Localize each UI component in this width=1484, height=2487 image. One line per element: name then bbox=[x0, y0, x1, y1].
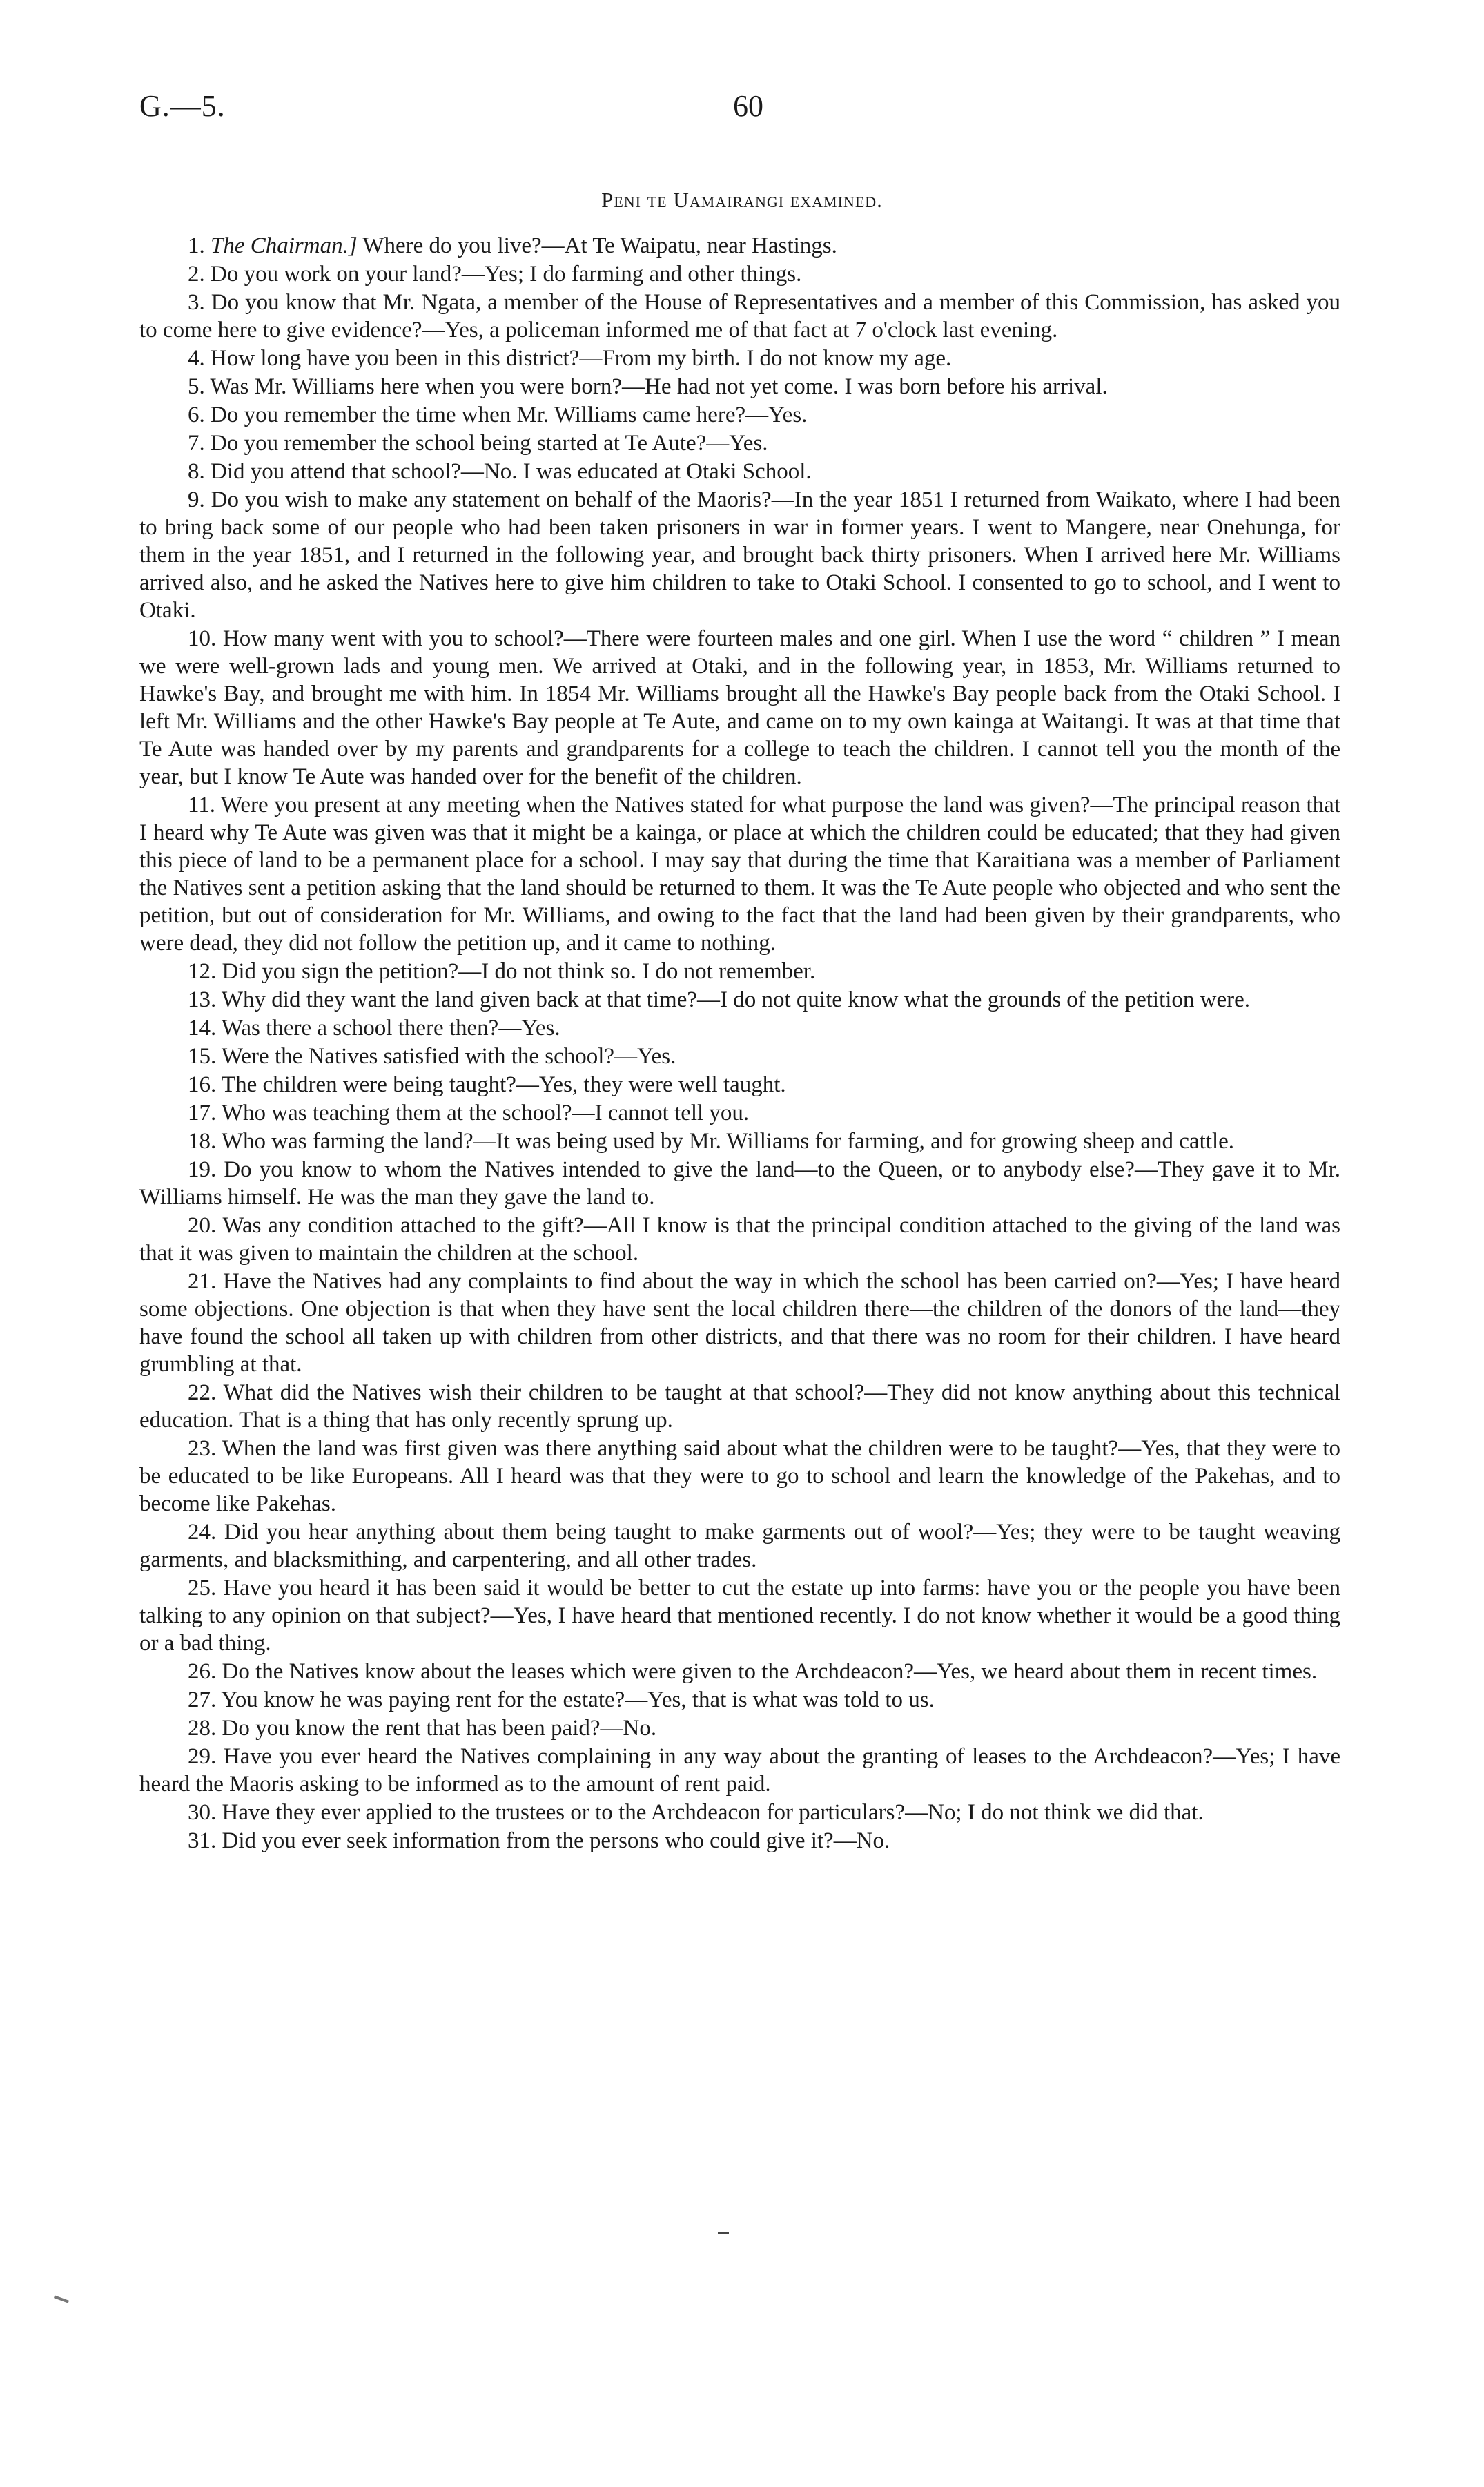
question-number: 17. bbox=[188, 1101, 217, 1125]
question-text: Do you wish to make any statement on behalf of the Maoris?—In the year 1851 I returned from Waikato, where I had been to bring back some of our people who had been taken prisoners in war in former years. I went to Mangere, near Onehunga, for them in the year 1851, and I returned in the following year, and brought back thirty prisoners. When I arrived here Mr. Williams arrived also, and he asked the Natives here to give him children to take to Otaki School. I consented to go to school, and I went to Otaki. bbox=[139, 487, 1341, 623]
question-20 bbox=[139, 1212, 1340, 1267]
question-text: Have you heard it has been said it would be better to cut the estate up into farms: have you or the people you have been talking to any opinion on that subject?—Yes, I have heard that mentioned recently. I do not know whether it would be a good thing or a bad thing. bbox=[139, 1576, 1340, 1656]
question-text: Do you know to whom the Natives intended to give the land—to the Queen, or to anybody else?—They gave it to Mr. Williams himself. He was the man they gave the land to. bbox=[139, 1157, 1341, 1210]
question-number: 16. bbox=[188, 1072, 217, 1097]
question-text: What did the Natives wish their children to be taught at that school?—They did not know anything about this technical education. That is a thing that has only recently sprung up. bbox=[139, 1380, 1340, 1433]
question-text: Who was farming the land?—It was being used by Mr. Williams for farming, and for growing sheep and cattle. bbox=[221, 1129, 1235, 1154]
question-text: Was any condition attached to the gift?—All I know is that the principal condition attached to the giving of the land was that it was given to maintain the children at the school. bbox=[139, 1213, 1340, 1266]
scan-mark bbox=[54, 2295, 69, 2303]
question-number: 11. bbox=[188, 793, 216, 817]
question-text: Were you present at any meeting when the Natives stated for what purpose the land was given?—The principal reason that I heard why Te Aute was given was that it might be a kainga, or place at which the children could be educated; that they had given this piece of land to be a permanent place for a school. I may say that during the time that Karaitiana was a member of Parliament the Natives sent a petition asking that the land should be returned to them. It was the Te Aute people who objected and who sent the petition, but out of consideration for Mr. Williams, and owing to the fact that the land had been given by their grandparents, who were dead, they did not follow the petition up, and it came to nothing. bbox=[139, 793, 1341, 956]
question-31 bbox=[139, 1827, 1340, 1855]
question-1 bbox=[139, 232, 1340, 260]
question-number: 8. bbox=[188, 459, 205, 484]
question-29 bbox=[139, 1743, 1340, 1798]
testimony-body bbox=[139, 232, 1340, 1855]
question-19 bbox=[139, 1156, 1340, 1211]
question-number: 31. bbox=[188, 1828, 217, 1853]
question-number: 2. bbox=[188, 262, 205, 287]
question-number: 23. bbox=[188, 1436, 217, 1461]
question-number: 3. bbox=[188, 290, 205, 315]
question-text: Was Mr. Williams here when you were born?—He had not yet come. I was born before his arrival. bbox=[210, 374, 1108, 399]
question-number: 5. bbox=[188, 374, 205, 399]
question-25 bbox=[139, 1574, 1340, 1657]
question-text: Do you work on your land?—Yes; I do farming and other things. bbox=[211, 262, 802, 287]
question-28 bbox=[139, 1714, 1340, 1742]
question-number: 26. bbox=[188, 1659, 217, 1684]
page-number: 60 bbox=[733, 89, 763, 123]
question-number: 9. bbox=[188, 487, 205, 512]
series-reference: G.—5. bbox=[139, 89, 226, 123]
question-text: Was there a school there then?—Yes. bbox=[221, 1016, 560, 1041]
end-rule bbox=[718, 2232, 729, 2234]
question-text: You know he was paying rent for the estate?—Yes, that is what was told to us. bbox=[221, 1687, 935, 1712]
question-text: Do you know that Mr. Ngata, a member of the House of Representatives and a member of this Commission, has asked you to come here to give evidence?—Yes, a policeman informed me of that fact at 7 o'clock last evening. bbox=[139, 290, 1341, 342]
question-30 bbox=[139, 1799, 1340, 1826]
question-10 bbox=[139, 625, 1340, 791]
question-text: Did you sign the petition?—I do not think so. I do not remember. bbox=[222, 959, 816, 984]
question-number: 4. bbox=[188, 346, 205, 371]
question-number: 24. bbox=[188, 1520, 217, 1545]
question-text: Do you remember the school being started at Te Aute?—Yes. bbox=[211, 431, 768, 456]
question-number: 28. bbox=[188, 1716, 217, 1741]
question-7 bbox=[139, 429, 1340, 457]
question-number: 18. bbox=[188, 1129, 217, 1154]
question-number: 14. bbox=[188, 1016, 217, 1041]
question-text: Do the Natives know about the leases which were given to the Archdeacon?—Yes, we heard about them in recent times. bbox=[222, 1659, 1318, 1684]
question-text: Did you attend that school?—No. I was educated at Otaki School. bbox=[211, 459, 812, 484]
question-6 bbox=[139, 401, 1340, 429]
question-number: 13. bbox=[188, 987, 217, 1012]
question-23 bbox=[139, 1435, 1340, 1518]
question-5 bbox=[139, 373, 1340, 400]
question-22 bbox=[139, 1379, 1340, 1434]
question-number: 30. bbox=[188, 1800, 217, 1825]
question-18 bbox=[139, 1128, 1340, 1155]
question-text: When the land was first given was there anything said about what the children were to be taught?—Yes, that they were to be educated to be like Europeans. All I heard was that they were to go to school and learn the knowledge of the Pakehas, and to become like Pakehas. bbox=[139, 1436, 1340, 1516]
question-number: 27. bbox=[188, 1687, 217, 1712]
question-24 bbox=[139, 1518, 1340, 1574]
question-number: 15. bbox=[188, 1044, 217, 1069]
question-14 bbox=[139, 1014, 1340, 1042]
question-number: 21. bbox=[188, 1269, 217, 1294]
question-number: 1. bbox=[188, 233, 205, 258]
question-text: How long have you been in this district?—From my birth. I do not know my age. bbox=[211, 346, 952, 371]
question-21 bbox=[139, 1268, 1340, 1378]
question-text: The children were being taught?—Yes, they were well taught. bbox=[221, 1072, 786, 1097]
question-text: Have you ever heard the Natives complaining in any way about the granting of leases to the Archdeacon?—Yes; I have heard the Maoris asking to be informed as to the amount of rent paid. bbox=[139, 1744, 1341, 1797]
question-27 bbox=[139, 1686, 1340, 1714]
question-9 bbox=[139, 486, 1340, 624]
question-text: Why did they want the land given back at that time?—I do not quite know what the grounds of the petition were. bbox=[221, 987, 1251, 1012]
question-number: 6. bbox=[188, 403, 205, 427]
question-15 bbox=[139, 1043, 1340, 1070]
question-4 bbox=[139, 345, 1340, 372]
question-number: 7. bbox=[188, 431, 205, 456]
question-text: Did you ever seek information from the persons who could give it?—No. bbox=[222, 1828, 890, 1853]
question-11 bbox=[139, 791, 1340, 957]
page-header bbox=[139, 88, 1374, 137]
question-2 bbox=[139, 260, 1340, 288]
question-text: Have the Natives had any complaints to find about the way in which the school has been carried on?—Yes; I have heard some objections. One objection is that when they have sent the local children there—the children of the donors of the land—they have found the school all taken up with children from other districts, and that there was no room for their children. I have heard grumbling at that. bbox=[139, 1269, 1340, 1377]
speaker-label: The Chairman.] bbox=[211, 233, 358, 258]
question-number: 19. bbox=[188, 1157, 217, 1182]
question-text: Who was teaching them at the school?—I cannot tell you. bbox=[221, 1101, 750, 1125]
question-number: 20. bbox=[188, 1213, 217, 1238]
question-text: Did you hear anything about them being taught to make garments out of wool?—Yes; they were to be taught weaving garments, and blacksmithing, and carpentering, and all other trades. bbox=[139, 1520, 1340, 1572]
question-number: 29. bbox=[188, 1744, 217, 1769]
question-8 bbox=[139, 458, 1340, 485]
question-26 bbox=[139, 1658, 1340, 1685]
question-number: 25. bbox=[188, 1576, 217, 1600]
question-13 bbox=[139, 986, 1340, 1014]
question-text: Have they ever applied to the trustees or to the Archdeacon for particulars?—No; I do not think we did that. bbox=[222, 1800, 1204, 1825]
section-title: Peni te Uamairangi examined. bbox=[601, 188, 883, 212]
question-16 bbox=[139, 1071, 1340, 1099]
question-text: Do you know the rent that has been paid?—No. bbox=[222, 1716, 657, 1741]
question-number: 10. bbox=[188, 626, 217, 651]
question-number: 12. bbox=[188, 959, 217, 984]
question-text: Do you remember the time when Mr. Williams came here?—Yes. bbox=[211, 403, 808, 427]
question-text: Were the Natives satisfied with the school?—Yes. bbox=[221, 1044, 676, 1069]
question-number: 22. bbox=[188, 1380, 217, 1405]
question-3 bbox=[139, 289, 1340, 344]
question-12 bbox=[139, 958, 1340, 985]
question-text: How many went with you to school?—There were fourteen males and one girl. When I use the word “ children ” I mean we were well-grown lads and young men. We arrived at Otaki, and in the following year, in 1853, Mr. Williams returned to Hawke's Bay, and brought me with him. In 1854 Mr. Williams brought all the Hawke's Bay people back from the Otaki School. I left Mr. Williams and the other Hawke's Bay people at Te Aute, and came on to my own kainga at Waitangi. It was at that time that Te Aute was handed over by my parents and grandparents for a college to teach the children. I cannot tell you the month of the year, but I know Te Aute was handed over for the benefit of the children. bbox=[139, 626, 1340, 789]
question-17 bbox=[139, 1099, 1340, 1127]
question-text: Where do you live?—At Te Waipatu, near Hastings. bbox=[357, 233, 837, 258]
